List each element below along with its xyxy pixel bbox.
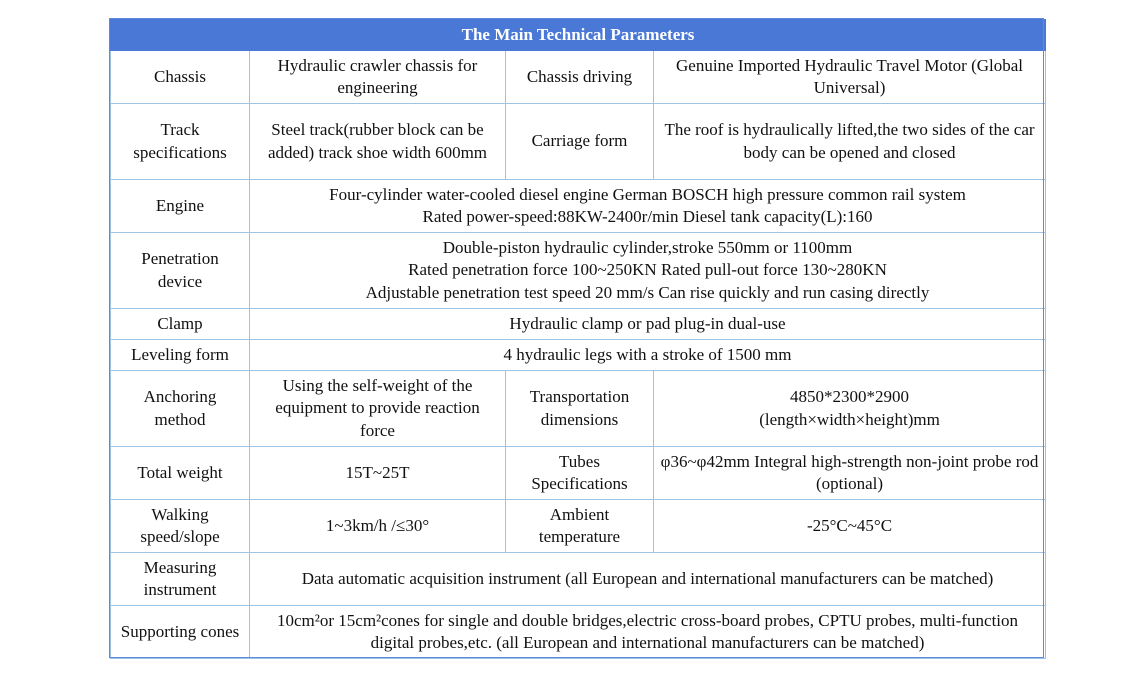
value-line: Adjustable penetration test speed 20 mm/s Can rise quickly and run casing directly <box>365 282 930 302</box>
row-label: Tubes Specifications <box>506 447 654 500</box>
value-line: 4850*2300*2900 <box>790 387 910 406</box>
row-value: Data automatic acquisition instrument (all European and international manufacturers can be matched) <box>250 553 1046 606</box>
row-label: Supporting cones <box>111 606 250 659</box>
row-value: 10cm²or 15cm²cones for single and double bridges,electric cross-board probes, CPTU probes, multi-function digital probes,etc. (all European and international manufacturers can be matched) <box>250 606 1046 659</box>
table-title: The Main Technical Parameters <box>111 20 1046 51</box>
table-row <box>111 606 1046 659</box>
row-label: Engine <box>111 180 250 233</box>
table-row <box>111 233 1046 309</box>
technical-parameters-table <box>110 19 1046 659</box>
table-row <box>111 104 1046 180</box>
table-row <box>111 500 1046 553</box>
table-row <box>111 309 1046 340</box>
row-value <box>250 180 1046 233</box>
row-label: Leveling form <box>111 340 250 371</box>
row-value: 15T~25T <box>250 447 506 500</box>
row-label: Transportation dimensions <box>506 371 654 447</box>
row-value <box>250 233 1046 309</box>
value-line: Rated power-speed:88KW-2400r/min Diesel tank capacity(L):160 <box>422 207 873 226</box>
row-value: Hydraulic crawler chassis for engineering <box>250 51 506 104</box>
value-line: (length×width×height)mm <box>759 409 940 429</box>
value-line: Four-cylinder water-cooled diesel engine German BOSCH high pressure common rail system <box>329 184 966 204</box>
table-row <box>111 340 1046 371</box>
row-label: Walking speed/slope <box>111 500 250 553</box>
row-value: 4 hydraulic legs with a stroke of 1500 mm <box>250 340 1046 371</box>
table-row <box>111 553 1046 606</box>
row-label: Carriage form <box>506 104 654 180</box>
row-value: 1~3km/h /≤30° <box>250 500 506 553</box>
row-label: Anchoring method <box>111 371 250 447</box>
row-value: -25°C~45°C <box>654 500 1046 553</box>
table-row <box>111 51 1046 104</box>
row-label: Clamp <box>111 309 250 340</box>
row-label: Chassis driving <box>506 51 654 104</box>
row-label: Penetration device <box>111 233 250 309</box>
table-row <box>111 180 1046 233</box>
table-row <box>111 447 1046 500</box>
row-label: Total weight <box>111 447 250 500</box>
row-label: Measuring instrument <box>111 553 250 606</box>
row-value: φ36~φ42mm Integral high-strength non-joint probe rod (optional) <box>654 447 1046 500</box>
row-label: Chassis <box>111 51 250 104</box>
row-value: Genuine Imported Hydraulic Travel Motor (Global Universal) <box>654 51 1046 104</box>
table-row <box>111 371 1046 447</box>
value-line: Rated penetration force 100~250KN Rated pull-out force 130~280KN <box>408 260 887 280</box>
value-line: Double-piston hydraulic cylinder,stroke 550mm or 1100mm <box>442 237 853 257</box>
row-value <box>654 371 1046 447</box>
row-label: Track specifications <box>111 104 250 180</box>
row-value: The roof is hydraulically lifted,the two sides of the car body can be opened and closed <box>654 104 1046 180</box>
row-value: Steel track(rubber block can be added) track shoe width 600mm <box>250 104 506 180</box>
row-label: Ambient temperature <box>506 500 654 553</box>
row-value: Using the self-weight of the equipment to provide reaction force <box>250 371 506 447</box>
row-value: Hydraulic clamp or pad plug-in dual-use <box>250 309 1046 340</box>
